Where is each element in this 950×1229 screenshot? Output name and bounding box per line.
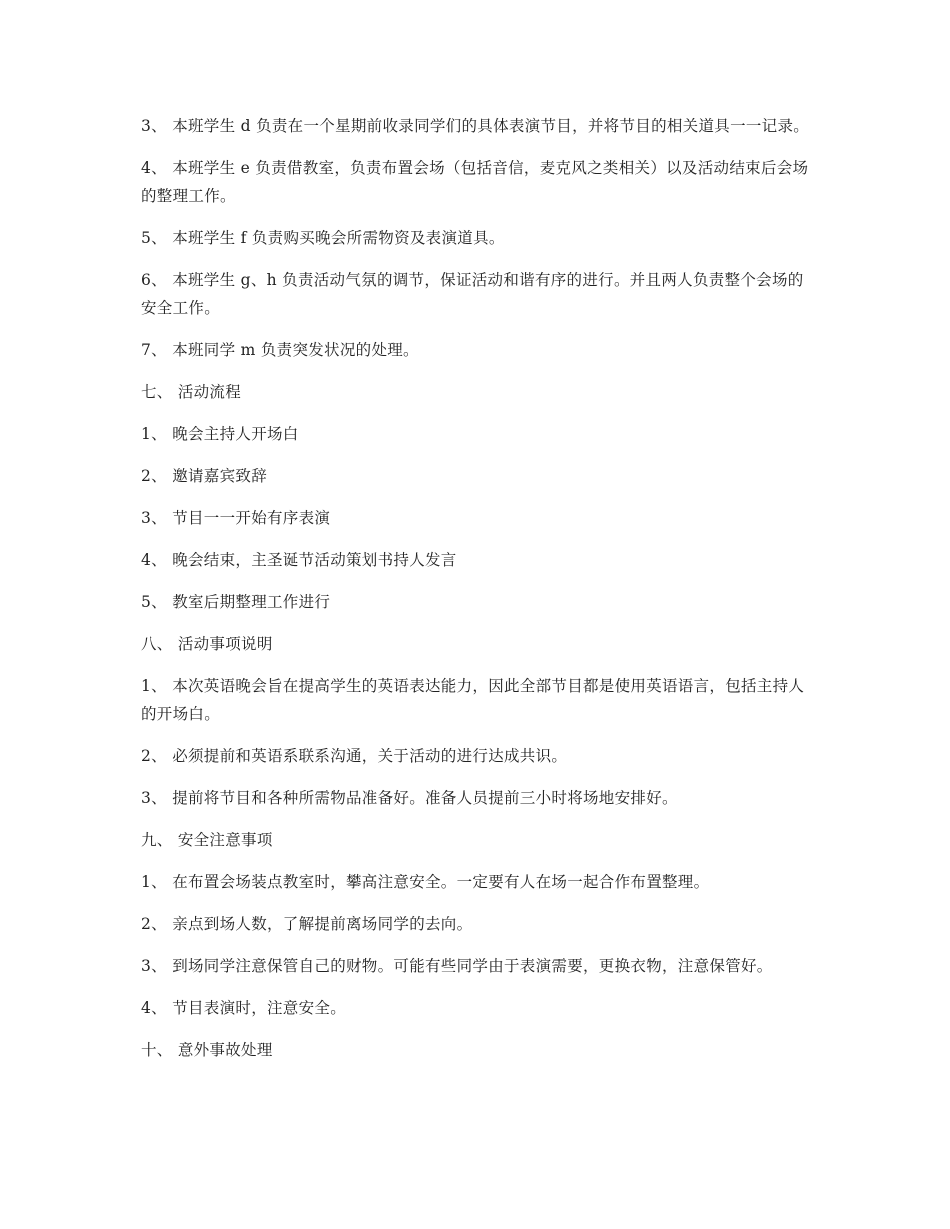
paragraph-task-d: 3、 本班学生 d 负责在一个星期前收录同学们的具体表演节目，并将节目的相关道具一一记录。 [141,117,810,135]
safety-item-4: 4、 节目表演时，注意安全。 [141,999,346,1017]
flow-item-1: 1、 晚会主持人开场白 [141,425,299,443]
notes-item-1: 1、 本次英语晚会旨在提高学生的英语表达能力，因此全部节目都是使用英语语言，包括主持人的开场白。 [141,677,805,723]
flow-item-3: 3、 节目一一开始有序表演 [141,509,331,527]
safety-item-3: 3、 到场同学注意保管自己的财物。可能有些同学由于表演需要，更换衣物，注意保管好。 [141,957,773,975]
section-heading-safety: 九、 安全注意事项 [141,831,273,849]
paragraph-task-f: 5、 本班学生 f 负责购买晚会所需物资及表演道具。 [141,229,505,247]
section-heading-notes: 八、 活动事项说明 [141,635,273,653]
paragraph-task-gh: 6、 本班学生 g、h 负责活动气氛的调节，保证活动和谐有序的进行。并且两人负责整个会场的安全工作。 [141,271,804,317]
paragraph-task-e: 4、 本班学生 e 负责借教室，负责布置会场（包括音信，麦克风之类相关）以及活动结束后会场的整理工作。 [141,159,809,205]
safety-item-1: 1、 在布置会场装点教室时，攀高注意安全。一定要有人在场一起合作布置整理。 [141,873,710,891]
notes-item-2: 2、 必须提前和英语系联系沟通，关于活动的进行达成共识。 [141,747,568,765]
section-heading-activity-flow: 七、 活动流程 [141,383,242,401]
flow-item-2: 2、 邀请嘉宾致辞 [141,467,267,485]
flow-item-5: 5、 教室后期整理工作进行 [141,593,331,611]
paragraph-task-m: 7、 本班同学 m 负责突发状况的处理。 [141,341,419,359]
section-heading-accidents: 十、 意外事故处理 [141,1041,273,1059]
flow-item-4: 4、 晚会结束，主圣诞节活动策划书持人发言 [141,551,457,569]
safety-item-2: 2、 亲点到场人数，了解提前离场同学的去向。 [141,915,473,933]
notes-item-3: 3、 提前将节目和各种所需物品准备好。准备人员提前三小时将场地安排好。 [141,789,678,807]
document-page [141,112,813,1078]
